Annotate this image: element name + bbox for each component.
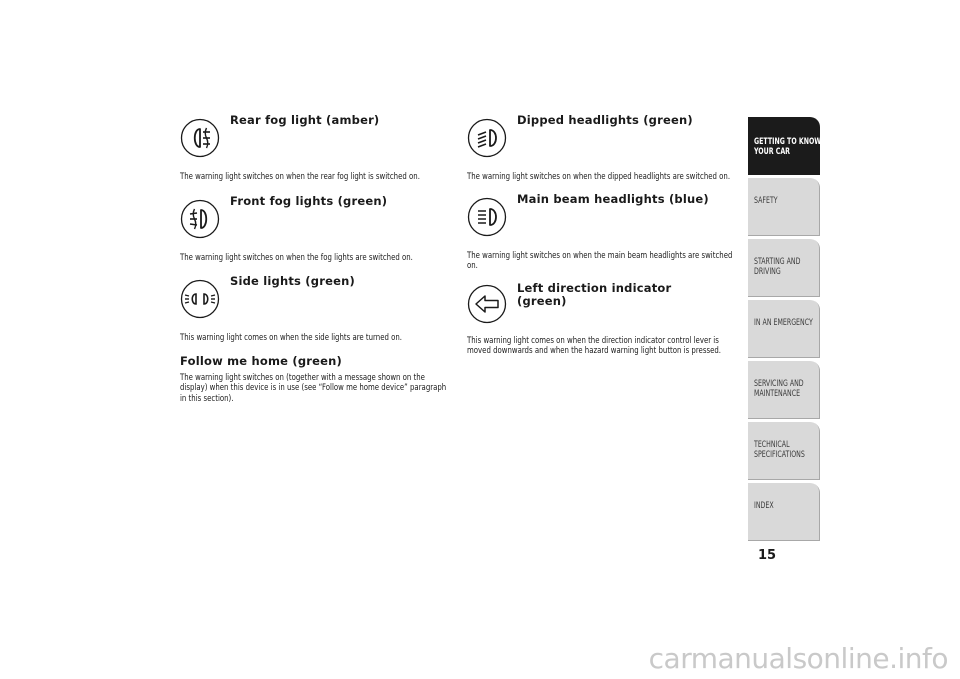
front-fog-entry	[180, 191, 448, 264]
rear-fog-entry	[180, 110, 448, 183]
tab-label: GETTING TO KNOW YOUR CAR	[754, 137, 822, 157]
side-lights-entry	[180, 271, 448, 344]
left-column	[180, 110, 448, 404]
left-indicator-title: Left direction indicator (green)	[517, 280, 672, 308]
tab-label: SERVICING AND MAINTENANCE	[754, 379, 804, 399]
main-beam-title: Main beam headlights (blue)	[517, 191, 709, 206]
follow-me-entry	[180, 354, 448, 405]
tab-technical[interactable]	[748, 422, 820, 480]
front-fog-light-icon	[180, 199, 220, 239]
rear-fog-title: Rear fog light (amber)	[230, 113, 380, 127]
tab-getting-to-know[interactable]	[748, 117, 820, 175]
left-indicator-description: This warning light comes on when the direction indicator control lever is moved downwards and when the hazard warning light button is pressed.	[467, 335, 722, 356]
side-lights-description: This warning light comes on when the side lights are turned on.	[180, 333, 403, 343]
side-lights-icon	[180, 279, 220, 319]
follow-me-title: Follow me home (green)	[180, 353, 342, 368]
watermark: carmanualsonline.info	[648, 642, 948, 675]
tab-safety[interactable]	[748, 178, 820, 236]
side-lights-title: Side lights (green)	[230, 274, 355, 288]
tab-emergency[interactable]	[748, 300, 820, 358]
tab-index[interactable]	[748, 483, 820, 541]
tab-label: STARTING AND DRIVING	[754, 257, 801, 277]
rear-fog-light-icon	[180, 118, 220, 158]
dipped-headlights-title: Dipped headlights (green)	[517, 113, 693, 127]
tab-label: INDEX	[754, 501, 774, 511]
section-tabs	[748, 117, 820, 544]
follow-me-description: The warning light switches on (together with a message shown on the display) when this device is in use (see “Follow me home device” paragraph in this section).	[180, 372, 447, 404]
dipped-headlights-entry	[467, 110, 735, 183]
dipped-headlights-description: The warning light switches on when the dipped headlights are switched on.	[467, 172, 731, 182]
main-beam-headlights-icon	[467, 197, 507, 237]
front-fog-title: Front fog lights (green)	[230, 193, 388, 208]
tab-servicing[interactable]	[748, 361, 820, 419]
tab-label: IN AN EMERGENCY	[754, 318, 813, 328]
front-fog-description: The warning light switches on when the fog lights are switched on.	[180, 252, 413, 263]
rear-fog-description: The warning light switches on when the rear fog light is switched on.	[180, 172, 420, 182]
dipped-headlights-icon	[467, 118, 507, 158]
tab-starting-driving[interactable]	[748, 239, 820, 297]
tab-label: TECHNICAL SPECIFICATIONS	[754, 440, 805, 460]
main-beam-entry	[467, 189, 735, 272]
tab-label: SAFETY	[754, 196, 778, 206]
page-number: 15	[758, 548, 777, 563]
left-indicator-entry	[467, 278, 735, 357]
main-beam-description: The warning light switches on when the main beam headlights are switched on.	[467, 250, 733, 271]
right-column	[467, 110, 735, 357]
left-arrow-icon	[467, 284, 507, 324]
